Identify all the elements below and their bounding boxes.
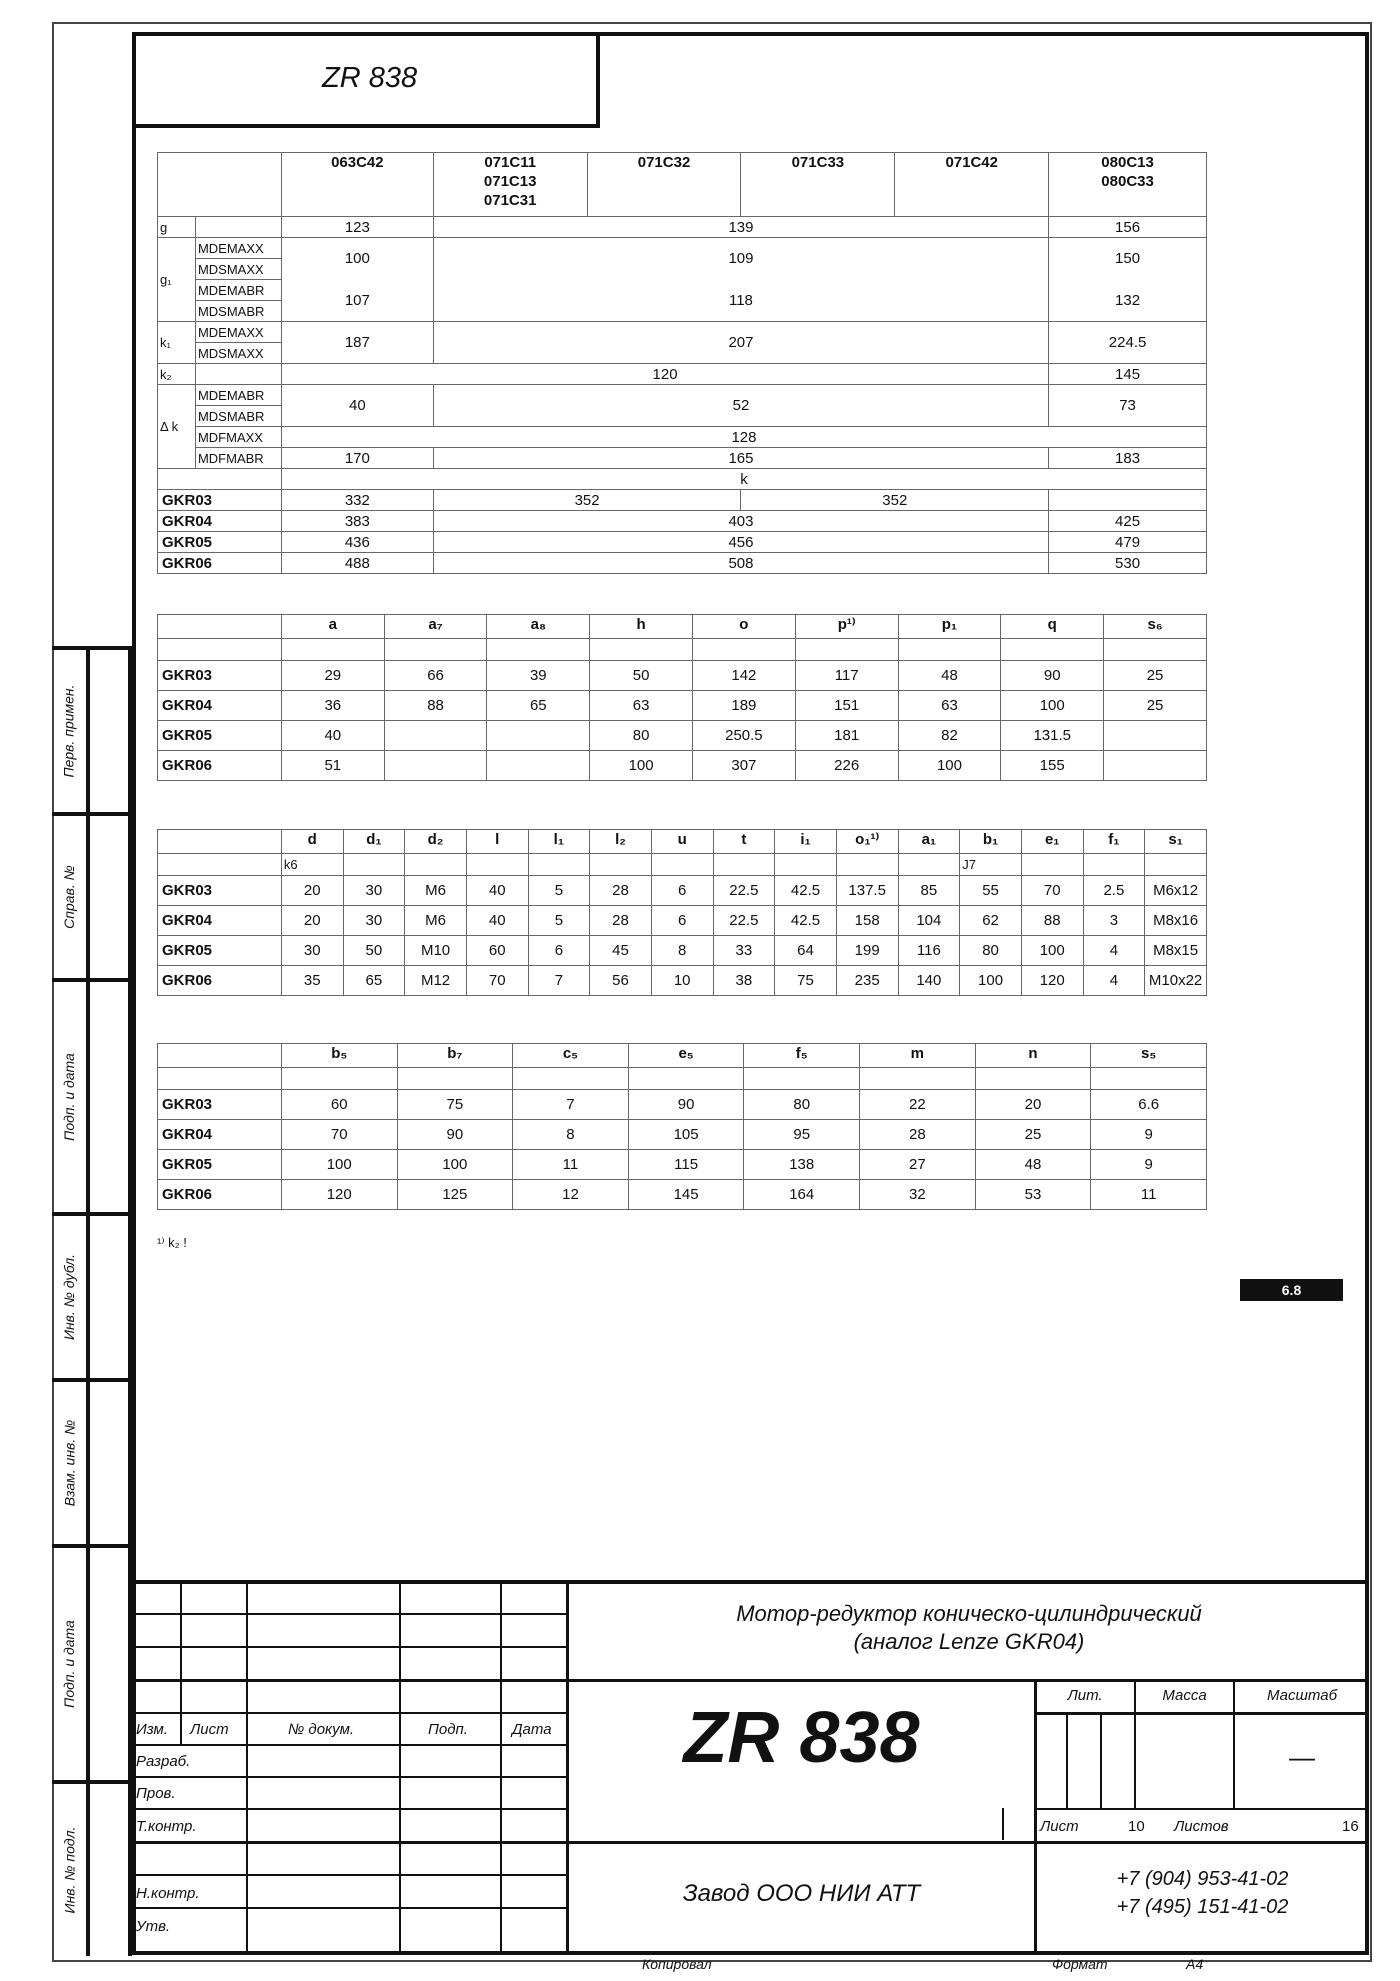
- table4-subheader: [281, 1068, 397, 1090]
- table-cell: 65: [487, 691, 590, 721]
- row-g: g 123 139 156: [158, 217, 1207, 238]
- table-cell: 48: [898, 661, 1001, 691]
- table-cell: 11: [1091, 1180, 1207, 1210]
- table-cell: 100: [898, 751, 1001, 781]
- header-071c32: 071C32: [587, 153, 741, 217]
- table-cell: [487, 751, 590, 781]
- table3-header: l₂: [590, 830, 652, 854]
- header-071c33: 071C33: [741, 153, 895, 217]
- table-cell: 36: [281, 691, 384, 721]
- table4-header: c₅: [513, 1044, 629, 1068]
- table3-subheader: [466, 854, 528, 876]
- table-cell: 70: [1021, 876, 1083, 906]
- table-cell: [384, 721, 487, 751]
- row-label: GKR03: [158, 876, 282, 906]
- table-motor-dimensions: 063C42 071C11 071C13 071C31 071C32 071C33 071C42 080C13 080C33 g 123 139 156 g₁ MDEMAXX 100 109 150 MDSMAXX MDEMABR 107 118 132 MDSMABR k₁ MDEMAXX 187 207 224.5 MDSMAXX k₂ 120 145 Δ k MDEMABR 40 52 73 MDSMABR MDFMAXX 128 MDFMABR 170 165 183 k GKR03 332 352 352 GKR04 383 403 425 GKR05 436 456 479 GKR06 488 508 530: [157, 152, 1207, 574]
- table-cell: 60: [466, 936, 528, 966]
- table-cell: 138: [744, 1150, 860, 1180]
- phone-2: +7 (495) 151-41-02: [1116, 1896, 1289, 1918]
- header-080c13: 080C13 080C33: [1049, 153, 1207, 217]
- table2-subheader: [384, 639, 487, 661]
- table-cell: 115: [628, 1150, 744, 1180]
- table-row: [158, 1090, 1207, 1120]
- table3-header: o₁¹⁾: [836, 830, 898, 854]
- row-k1: k₁ MDEMAXX 187 207 224.5: [158, 322, 1207, 343]
- side-label: Инв. № дубл.: [61, 1253, 78, 1341]
- table3-subheader: [1145, 854, 1207, 876]
- side-label: Перв. примен.: [61, 684, 77, 778]
- row-label: GKR06: [158, 1180, 282, 1210]
- table-cell: 40: [281, 721, 384, 751]
- side-cell: [52, 1212, 132, 1378]
- table-cell: 104: [898, 906, 960, 936]
- table-cell: 42.5: [775, 906, 837, 936]
- table-flange-dimensions: [157, 1043, 1207, 1210]
- stamp-title: Мотор-редуктор коническо-цилиндрический (аналог Lenze GKR04): [736, 1601, 1202, 1654]
- row-utv: Утв.: [136, 1918, 171, 1935]
- table2-header: o: [692, 615, 795, 639]
- table2-header: q: [1001, 615, 1104, 639]
- table-cell: 100: [1021, 936, 1083, 966]
- scale-value: —: [1289, 1742, 1315, 1772]
- format-value: A4: [1186, 1956, 1204, 1972]
- table-cell: 100: [590, 751, 693, 781]
- table-cell: M10x22: [1145, 966, 1207, 996]
- table-cell: 12: [513, 1180, 629, 1210]
- row-dk-b: MDFMAXX 128: [158, 427, 1207, 448]
- row-label: GKR05: [158, 936, 282, 966]
- stamp-company: Завод ООО НИИ АТТ: [682, 1880, 921, 1907]
- table-row: [158, 876, 1207, 906]
- table-cell: 235: [836, 966, 898, 996]
- table4-subheader: [860, 1068, 976, 1090]
- table3-header: d₁: [343, 830, 405, 854]
- table-cell: 9: [1091, 1150, 1207, 1180]
- table-cell: [487, 721, 590, 751]
- table2-subheader: [692, 639, 795, 661]
- table-cell: 6: [528, 936, 590, 966]
- table-cell: 50: [590, 661, 693, 691]
- table-cell: M6x12: [1145, 876, 1207, 906]
- table-cell: 30: [343, 876, 405, 906]
- table3-header: a₁: [898, 830, 960, 854]
- row-nkontr: Н.контр.: [136, 1885, 200, 1902]
- col-doc: № докум.: [288, 1721, 355, 1738]
- table-cell: 20: [281, 906, 343, 936]
- table2-header: a: [281, 615, 384, 639]
- table-cell: 32: [860, 1180, 976, 1210]
- table4-header: b₇: [397, 1044, 513, 1068]
- table3-subheader: [775, 854, 837, 876]
- table-cell: 30: [281, 936, 343, 966]
- table-cell: 39: [487, 661, 590, 691]
- table-cell: 25: [1104, 661, 1207, 691]
- table4-header-row: [158, 1044, 1207, 1068]
- list-label: Лист: [1040, 1818, 1079, 1835]
- col-izm: Изм.: [136, 1721, 168, 1738]
- table2-subheader: [795, 639, 898, 661]
- table-cell: 70: [466, 966, 528, 996]
- header-code: ZR 838: [322, 61, 418, 94]
- table3-subheader: [590, 854, 652, 876]
- row-label: GKR05: [158, 721, 282, 751]
- table-cell: 28: [590, 906, 652, 936]
- table3-subheader: [405, 854, 467, 876]
- table3-header: e₁: [1021, 830, 1083, 854]
- table-row: [158, 661, 1207, 691]
- table-cell: 80: [590, 721, 693, 751]
- table-cell: 65: [343, 966, 405, 996]
- table-cell: 70: [281, 1120, 397, 1150]
- side-cell: [52, 646, 132, 812]
- row-label: GKR05: [158, 1150, 282, 1180]
- table-housing-dimensions: [157, 614, 1207, 781]
- footnote: ¹⁾ k₂ !: [157, 1235, 187, 1250]
- table-row: [158, 1180, 1207, 1210]
- table-cell: 137.5: [836, 876, 898, 906]
- table-cell: 199: [836, 936, 898, 966]
- row-label: GKR03: [158, 661, 282, 691]
- row-label: GKR04: [158, 1120, 282, 1150]
- lit-label: Лит.: [1067, 1687, 1103, 1704]
- table2-header: a₈: [487, 615, 590, 639]
- table3-subheader: [836, 854, 898, 876]
- table2-header: p¹⁾: [795, 615, 898, 639]
- table3-header: u: [651, 830, 713, 854]
- row-razrab: Разраб.: [136, 1753, 191, 1770]
- table4-subheader: [975, 1068, 1091, 1090]
- table-cell: M6: [405, 906, 467, 936]
- table-cell: 80: [960, 936, 1022, 966]
- table2-subheader: [281, 639, 384, 661]
- side-cell: [52, 1378, 132, 1544]
- table-cell: 11: [513, 1150, 629, 1180]
- table-cell: [384, 751, 487, 781]
- table2-subheader: [487, 639, 590, 661]
- table2-header: p₁: [898, 615, 1001, 639]
- table-cell: 307: [692, 751, 795, 781]
- table3-subheader: [343, 854, 405, 876]
- phone-1: +7 (904) 953-41-02: [1116, 1868, 1289, 1890]
- listov-label: Листов: [1174, 1818, 1229, 1835]
- table4-subheader: [397, 1068, 513, 1090]
- table-cell: 226: [795, 751, 898, 781]
- table-cell: 6.6: [1091, 1090, 1207, 1120]
- table2-subheader: [590, 639, 693, 661]
- row-label: GKR06: [158, 966, 282, 996]
- table-cell: 5: [528, 876, 590, 906]
- table3-header: b₁: [960, 830, 1022, 854]
- table2-header: a₇: [384, 615, 487, 639]
- table3-subheader: k6: [281, 854, 343, 876]
- table-cell: 140: [898, 966, 960, 996]
- table-row: [158, 966, 1207, 996]
- row-label: GKR06: [158, 751, 282, 781]
- table-cell: 40: [466, 876, 528, 906]
- table-cell: 10: [651, 966, 713, 996]
- row-gkr06: GKR06 488 508 530: [158, 553, 1207, 574]
- table-cell: 22.5: [713, 876, 775, 906]
- format-label: Формат: [1052, 1956, 1108, 1972]
- table3-header: i₁: [775, 830, 837, 854]
- col-list: Лист: [190, 1721, 229, 1738]
- table-cell: 95: [744, 1120, 860, 1150]
- table-cell: 155: [1001, 751, 1104, 781]
- table-cell: 100: [960, 966, 1022, 996]
- table-row: [158, 721, 1207, 751]
- side-label: Подп. и дата: [61, 1053, 77, 1141]
- table-cell: 7: [528, 966, 590, 996]
- table-cell: 85: [898, 876, 960, 906]
- table-cell: 62: [960, 906, 1022, 936]
- listov-value: 16: [1342, 1818, 1359, 1835]
- table-row: [158, 691, 1207, 721]
- side-cell: [52, 978, 132, 1212]
- table-cell: 28: [860, 1120, 976, 1150]
- table-cell: 145: [628, 1180, 744, 1210]
- table-cell: 50: [343, 936, 405, 966]
- table-cell: 125: [397, 1180, 513, 1210]
- table-cell: 189: [692, 691, 795, 721]
- table-cell: 142: [692, 661, 795, 691]
- table-cell: M6: [405, 876, 467, 906]
- table-cell: 60: [281, 1090, 397, 1120]
- table3-subheader: [713, 854, 775, 876]
- row-g1-b: MDEMABR 107 118 132: [158, 280, 1207, 301]
- table-cell: 116: [898, 936, 960, 966]
- row-tkontr: Т.контр.: [136, 1818, 197, 1835]
- table-cell: 45: [590, 936, 652, 966]
- row-k2: k₂ 120 145: [158, 364, 1207, 385]
- table-cell: 22.5: [713, 906, 775, 936]
- page-badge: 6.8: [1240, 1279, 1343, 1301]
- table-cell: 6: [651, 906, 713, 936]
- table-cell: 164: [744, 1180, 860, 1210]
- table-cell: 33: [713, 936, 775, 966]
- side-label: Взам. инв. №: [61, 1419, 77, 1507]
- table-cell: 131.5: [1001, 721, 1104, 751]
- row-gkr05: GKR05 436 456 479: [158, 532, 1207, 553]
- table-cell: 158: [836, 906, 898, 936]
- table-cell: 90: [397, 1120, 513, 1150]
- side-cell: [52, 1780, 132, 1955]
- table-cell: 100: [397, 1150, 513, 1180]
- masshtab-label: Масштаб: [1266, 1687, 1338, 1704]
- table-cell: 181: [795, 721, 898, 751]
- table-cell: 2.5: [1083, 876, 1145, 906]
- table-cell: 28: [590, 876, 652, 906]
- table-cell: 3: [1083, 906, 1145, 936]
- table2-subheader: [898, 639, 1001, 661]
- header-tab: [132, 32, 600, 128]
- row-prov: Пров.: [136, 1785, 176, 1802]
- table4-header: b₅: [281, 1044, 397, 1068]
- table-cell: M8x16: [1145, 906, 1207, 936]
- table-cell: 100: [1001, 691, 1104, 721]
- table-cell: 25: [975, 1120, 1091, 1150]
- table3-header: d₂: [405, 830, 467, 854]
- table2-subheader: [1104, 639, 1207, 661]
- table-row: [158, 1120, 1207, 1150]
- table3-subheader: [651, 854, 713, 876]
- table2-subheader: [1001, 639, 1104, 661]
- table4-header: f₅: [744, 1044, 860, 1068]
- side-cell: [52, 812, 132, 978]
- table-cell: M8x15: [1145, 936, 1207, 966]
- table-cell: 75: [397, 1090, 513, 1120]
- row-dk-a: Δ k MDEMABR 40 52 73: [158, 385, 1207, 406]
- table1-header-row: [158, 153, 1207, 217]
- table-cell: 82: [898, 721, 1001, 751]
- table3-subheader: [1021, 854, 1083, 876]
- table-cell: 105: [628, 1120, 744, 1150]
- table-row: [158, 1150, 1207, 1180]
- table-cell: 42.5: [775, 876, 837, 906]
- table-cell: 4: [1083, 966, 1145, 996]
- table-row: [158, 906, 1207, 936]
- table-cell: 35: [281, 966, 343, 996]
- table-cell: [1104, 721, 1207, 751]
- table3-header: s₁: [1145, 830, 1207, 854]
- table3-header: l: [466, 830, 528, 854]
- table-cell: 40: [466, 906, 528, 936]
- table-cell: 48: [975, 1150, 1091, 1180]
- row-gkr04: GKR04 383 403 425: [158, 511, 1207, 532]
- table-cell: 4: [1083, 936, 1145, 966]
- table-cell: 100: [281, 1150, 397, 1180]
- table-cell: 53: [975, 1180, 1091, 1210]
- table2-header: h: [590, 615, 693, 639]
- table-cell: 38: [713, 966, 775, 996]
- table3-subheader: [898, 854, 960, 876]
- table-cell: 64: [775, 936, 837, 966]
- header-071c11: 071C11 071C13 071C31: [433, 153, 587, 217]
- table-cell: 90: [1001, 661, 1104, 691]
- table3-header-row: [158, 830, 1207, 854]
- table-cell: 22: [860, 1090, 976, 1120]
- table-cell: 63: [590, 691, 693, 721]
- table-cell: 88: [1021, 906, 1083, 936]
- table-cell: 20: [975, 1090, 1091, 1120]
- table-cell: M10: [405, 936, 467, 966]
- table3-subheader: J7: [960, 854, 1022, 876]
- table-cell: 27: [860, 1150, 976, 1180]
- row-g1-a: g₁ MDEMAXX 100 109 150: [158, 238, 1207, 259]
- table-cell: 5: [528, 906, 590, 936]
- table-cell: 80: [744, 1090, 860, 1120]
- table-cell: 8: [513, 1120, 629, 1150]
- table3-header: t: [713, 830, 775, 854]
- table4-subheader: [513, 1068, 629, 1090]
- table-cell: 117: [795, 661, 898, 691]
- col-data: Дата: [512, 1721, 552, 1738]
- table-cell: 88: [384, 691, 487, 721]
- table-cell: 250.5: [692, 721, 795, 751]
- table-cell: 6: [651, 876, 713, 906]
- table-cell: 51: [281, 751, 384, 781]
- table2-header-row: [158, 615, 1207, 639]
- row-label: GKR03: [158, 1090, 282, 1120]
- row-label: GKR04: [158, 906, 282, 936]
- table3-header: d: [281, 830, 343, 854]
- stamp-code: ZR 838: [683, 1698, 920, 1778]
- table4-header: m: [860, 1044, 976, 1068]
- table-cell: 25: [1104, 691, 1207, 721]
- table-cell: 9: [1091, 1120, 1207, 1150]
- table-cell: 66: [384, 661, 487, 691]
- table-row: [158, 751, 1207, 781]
- table-cell: 120: [1021, 966, 1083, 996]
- list-value: 10: [1128, 1818, 1145, 1835]
- table2-header: s₆: [1104, 615, 1207, 639]
- table-cell: 30: [343, 906, 405, 936]
- table-cell: [1104, 751, 1207, 781]
- header-063c42: 063C42: [281, 153, 433, 217]
- table4-header: e₅: [628, 1044, 744, 1068]
- table-cell: 75: [775, 966, 837, 996]
- row-gkr03: GKR03 332 352 352: [158, 490, 1207, 511]
- table-cell: 20: [281, 876, 343, 906]
- row-dk-c: MDFMABR 170 165 183: [158, 448, 1207, 469]
- table-cell: 151: [795, 691, 898, 721]
- header-071c42: 071C42: [895, 153, 1049, 217]
- table3-header: f₁: [1083, 830, 1145, 854]
- table4-subheader: [744, 1068, 860, 1090]
- side-cell: [52, 1544, 132, 1780]
- table4-header: s₅: [1091, 1044, 1207, 1068]
- table4-header: n: [975, 1044, 1091, 1068]
- table3-subheader: [528, 854, 590, 876]
- table-cell: 90: [628, 1090, 744, 1120]
- table-cell: M12: [405, 966, 467, 996]
- table4-subheader: [1091, 1068, 1207, 1090]
- table-cell: 63: [898, 691, 1001, 721]
- title-block: [132, 1580, 1369, 1955]
- col-podp: Подп.: [428, 1721, 468, 1738]
- table-cell: 55: [960, 876, 1022, 906]
- table-cell: 8: [651, 936, 713, 966]
- massa-label: Масса: [1162, 1687, 1207, 1704]
- table-shaft-dimensions: [157, 829, 1207, 996]
- table-row: [158, 936, 1207, 966]
- kopiroval-label: Копировал: [642, 1956, 712, 1972]
- table-cell: 56: [590, 966, 652, 996]
- row-label: GKR04: [158, 691, 282, 721]
- side-label: Справ. №: [61, 865, 78, 929]
- table-cell: 29: [281, 661, 384, 691]
- table-cell: 7: [513, 1090, 629, 1120]
- side-label: Инв. № подл.: [61, 1826, 77, 1913]
- table-cell: 120: [281, 1180, 397, 1210]
- row-k-label: k: [158, 469, 1207, 490]
- table4-subheader: [628, 1068, 744, 1090]
- side-label: Подп. и дата: [61, 1620, 77, 1708]
- table3-subheader: [1083, 854, 1145, 876]
- table3-header: l₁: [528, 830, 590, 854]
